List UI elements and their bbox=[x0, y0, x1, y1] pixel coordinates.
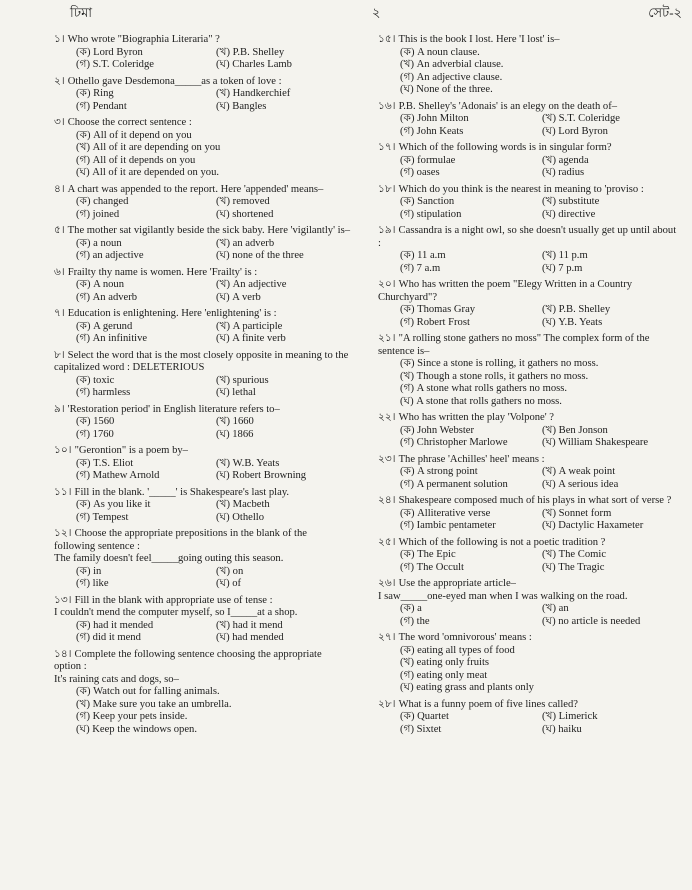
question-number: ১৬। bbox=[378, 100, 396, 112]
answer-option: (ঘ) Robert Browning bbox=[216, 470, 307, 481]
question-item bbox=[54, 649, 350, 737]
question-number: ১২। bbox=[54, 528, 72, 539]
question-stem bbox=[54, 267, 350, 280]
question-item bbox=[378, 279, 678, 329]
option-list bbox=[378, 113, 678, 138]
question-stem bbox=[378, 142, 678, 155]
question-text: A chart was appended to the report. Here 'appended' means– bbox=[67, 183, 324, 195]
answer-option: (ক) 1560 bbox=[76, 416, 115, 427]
question-text: Use the appropriate article– bbox=[398, 578, 516, 589]
question-text: Which of the following words is in singular form? bbox=[398, 142, 612, 153]
question-number: ৯। bbox=[54, 403, 65, 415]
answer-option: (খ) W.B. Yeats bbox=[216, 457, 280, 469]
question-text: Select the word that is the most closely opposite in meaning to the capitalized word : DELETERIOUS bbox=[54, 349, 349, 373]
answer-option: (ক) A noun clause. bbox=[400, 46, 480, 58]
answer-option: (খ) A weak point bbox=[542, 466, 616, 477]
question-item bbox=[378, 412, 678, 450]
question-number: ১৯। bbox=[378, 225, 396, 236]
question-number: ৭। bbox=[54, 308, 65, 319]
answer-option: (ক) John Milton bbox=[400, 113, 469, 124]
question-text: The mother sat vigilantly beside the sick baby. Here 'vigilantly' is– bbox=[67, 225, 350, 236]
right-column bbox=[378, 34, 678, 740]
question-stem bbox=[54, 528, 350, 553]
question-sentence: I couldn't mend the computer myself, so I_____at a shop. bbox=[54, 607, 298, 618]
question-text: Which do you think is the nearest in meaning to 'proviso : bbox=[398, 183, 644, 195]
question-stem bbox=[54, 350, 350, 375]
answer-option: (ক) eating all types of food bbox=[400, 644, 515, 656]
question-stem bbox=[54, 34, 350, 47]
question-number: ২৪। bbox=[378, 495, 396, 506]
answer-option: (ঘ) had mended bbox=[216, 632, 284, 643]
answer-option: (খ) an bbox=[542, 603, 569, 614]
question-text: What is a funny poem of five lines called? bbox=[398, 698, 579, 710]
left-column bbox=[54, 34, 350, 740]
answer-option: (গ) did it mend bbox=[76, 632, 141, 643]
question-item bbox=[378, 333, 678, 408]
answer-option: (খ) had it mend bbox=[216, 619, 283, 631]
question-item bbox=[54, 445, 350, 483]
option-list bbox=[378, 196, 678, 221]
answer-option: (ঘ) Y.B. Yeats bbox=[542, 316, 603, 328]
answer-option: (ক) a bbox=[400, 603, 422, 614]
question-number: ১১। bbox=[54, 486, 72, 498]
question-stem bbox=[54, 445, 350, 458]
answer-option: (খ) Though a stone rolls, it gathers no moss. bbox=[400, 370, 589, 382]
option-list bbox=[378, 645, 678, 695]
question-stem bbox=[54, 404, 350, 417]
question-stem bbox=[378, 279, 678, 304]
answer-option: (খ) P.B. Shelley bbox=[542, 304, 611, 315]
question-stem bbox=[378, 699, 678, 712]
question-number: ৪। bbox=[54, 183, 65, 195]
answer-option: (গ) the bbox=[400, 615, 430, 627]
answer-option: (ঘ) 1866 bbox=[216, 428, 254, 440]
answer-option: (ঘ) haiku bbox=[542, 723, 582, 735]
answer-option: (ক) The Epic bbox=[400, 549, 456, 560]
answer-option: (ঘ) Lord Byron bbox=[542, 125, 608, 137]
question-stem bbox=[378, 225, 678, 250]
answer-option: (ঘ) of bbox=[216, 578, 242, 589]
question-stem bbox=[378, 578, 678, 591]
answer-option: (গ) 7 a.m bbox=[400, 262, 441, 274]
question-item bbox=[54, 267, 350, 305]
option-list bbox=[378, 304, 678, 329]
answer-option: (খ) 1660 bbox=[216, 416, 254, 427]
question-item bbox=[54, 595, 350, 645]
answer-option: (গ) 1760 bbox=[76, 428, 114, 440]
option-list bbox=[54, 279, 350, 304]
answer-option: (ঘ) Othello bbox=[216, 511, 265, 523]
set-label: সেট-২ bbox=[648, 5, 682, 20]
option-list bbox=[54, 196, 350, 221]
answer-option: (ক) John Webster bbox=[400, 424, 475, 436]
question-stem bbox=[378, 184, 678, 197]
question-text: Fill in the blank. '_____' is Shakespeare's last play. bbox=[74, 486, 290, 498]
question-text: Who has written the play 'Volpone' ? bbox=[398, 412, 555, 423]
answer-option: (ঘ) eating grass and plants only bbox=[400, 682, 534, 693]
answer-option: (গ) Tempest bbox=[76, 511, 129, 523]
answer-option: (ঘ) A stone that rolls gathers no moss. bbox=[400, 395, 562, 407]
answer-option: (ক) A strong point bbox=[400, 466, 478, 477]
answer-option: (ঘ) radius bbox=[542, 167, 585, 178]
answer-option: (গ) Sixtet bbox=[400, 723, 442, 735]
answer-option: (ক) Since a stone is rolling, it gathers no moss. bbox=[400, 358, 599, 369]
option-list bbox=[378, 425, 678, 450]
question-text: Othello gave Desdemona_____as a token of love : bbox=[67, 75, 282, 87]
answer-option: (খ) Macbeth bbox=[216, 499, 270, 510]
option-list bbox=[54, 375, 350, 400]
answer-option: (ঘ) William Shakespeare bbox=[542, 437, 649, 448]
option-list bbox=[54, 130, 350, 180]
option-list bbox=[54, 566, 350, 591]
answer-option: (খ) Make sure you take an umbrella. bbox=[76, 698, 232, 710]
question-text: "Gerontion" is a poem by– bbox=[74, 445, 188, 456]
answer-option: (ক) formulae bbox=[400, 154, 456, 166]
question-item bbox=[378, 632, 678, 695]
question-number: ২৩। bbox=[378, 453, 396, 465]
answer-option: (খ) removed bbox=[216, 196, 270, 207]
answer-option: (ক) 11 a.m bbox=[400, 250, 446, 261]
answer-option: (ক) As you like it bbox=[76, 499, 151, 510]
answer-option: (খ) An adjective bbox=[216, 279, 287, 290]
answer-option: (ঘ) Bangles bbox=[216, 100, 267, 112]
answer-option: (ক) Lord Byron bbox=[76, 46, 143, 58]
answer-option: (খ) on bbox=[216, 565, 244, 577]
option-list bbox=[378, 250, 678, 275]
question-text: The phrase 'Achilles' heel' means : bbox=[398, 453, 545, 465]
option-list bbox=[54, 416, 350, 441]
option-list bbox=[54, 238, 350, 263]
question-number: ২২। bbox=[378, 412, 396, 423]
answer-option: (খ) Sonnet form bbox=[542, 507, 612, 519]
option-list bbox=[54, 321, 350, 346]
answer-option: (ঘ) A serious idea bbox=[542, 478, 619, 490]
answer-option: (ঘ) None of the three. bbox=[400, 84, 493, 95]
answer-option: (খ) Handkerchief bbox=[216, 88, 291, 99]
question-stem bbox=[54, 649, 350, 674]
answer-option: (খ) S.T. Coleridge bbox=[542, 113, 620, 124]
question-text: This is the book I lost. Here 'I lost' is– bbox=[398, 34, 560, 45]
question-number: ৫। bbox=[54, 225, 65, 236]
question-item bbox=[378, 537, 678, 575]
answer-option: (খ) The Comic bbox=[542, 549, 607, 560]
question-item bbox=[378, 578, 678, 628]
answer-option: (গ) Robert Frost bbox=[400, 316, 470, 328]
answer-option: (ক) Quartet bbox=[400, 711, 449, 722]
answer-option: (ঘ) A finite verb bbox=[216, 333, 286, 344]
option-list bbox=[54, 686, 350, 736]
answer-option: (খ) eating only fruits bbox=[400, 657, 490, 668]
answer-option: (খ) 11 p.m bbox=[542, 250, 588, 261]
answer-option: (ঘ) none of the three bbox=[216, 250, 304, 261]
question-number: ১৮। bbox=[378, 183, 396, 195]
question-item bbox=[54, 528, 350, 591]
answer-option: (ঘ) directive bbox=[542, 208, 596, 220]
answer-option: (ঘ) The Tragic bbox=[542, 561, 605, 573]
question-stem bbox=[54, 184, 350, 197]
answer-option: (গ) eating only meat bbox=[400, 669, 488, 681]
question-text: Complete the following sentence choosing the appropriate option : bbox=[54, 648, 322, 672]
answer-option: (গ) Pendant bbox=[76, 100, 127, 112]
question-number: ২০। bbox=[378, 279, 396, 290]
answer-option: (ক) A gerund bbox=[76, 320, 133, 332]
answer-option: (ক) a noun bbox=[76, 237, 122, 249]
question-text: Who wrote "Biographia Literaria" ? bbox=[67, 34, 220, 45]
answer-option: (গ) oases bbox=[400, 167, 440, 178]
question-item bbox=[378, 699, 678, 737]
question-stem bbox=[54, 76, 350, 89]
answer-option: (খ) All of it are depending on you bbox=[76, 142, 221, 153]
answer-option: (গ) Mathew Arnold bbox=[76, 470, 160, 481]
question-stem bbox=[378, 454, 678, 467]
question-item bbox=[54, 184, 350, 222]
answer-option: (গ) All of it depends on you bbox=[76, 154, 196, 166]
answer-option: (গ) An adjective clause. bbox=[400, 71, 503, 83]
question-stem bbox=[378, 34, 678, 47]
answer-option: (খ) An adverbial clause. bbox=[400, 59, 504, 70]
question-number: ৬। bbox=[54, 266, 65, 278]
question-text: P.B. Shelley's 'Adonais' is an elegy on the death of– bbox=[398, 100, 618, 112]
answer-option: (গ) joined bbox=[76, 208, 120, 220]
question-item bbox=[378, 142, 678, 180]
option-list bbox=[54, 88, 350, 113]
answer-option: (খ) A participle bbox=[216, 320, 283, 332]
answer-option: (ঘ) Charles Lamb bbox=[216, 59, 292, 70]
answer-option: (ক) Sanction bbox=[400, 196, 455, 207]
question-item bbox=[54, 350, 350, 400]
answer-option: (গ) an adjective bbox=[76, 250, 144, 261]
question-number: ২১। bbox=[378, 333, 396, 344]
option-list bbox=[378, 508, 678, 533]
question-item bbox=[54, 117, 350, 180]
question-number: ১৪। bbox=[54, 648, 72, 660]
answer-option: (গ) stipulation bbox=[400, 208, 462, 220]
option-list bbox=[54, 458, 350, 483]
question-item bbox=[378, 454, 678, 492]
answer-option: (গ) An adverb bbox=[76, 291, 138, 303]
question-text: Fill in the blank with appropriate use of tense : bbox=[74, 594, 273, 606]
question-text: The word 'omnivorous' means : bbox=[398, 632, 532, 643]
question-text: 'Restoration period' in English literature refers to– bbox=[67, 403, 280, 415]
answer-option: (গ) The Occult bbox=[400, 561, 465, 573]
question-number: ২৮। bbox=[378, 698, 396, 710]
answer-option: (ক) Watch out for falling animals. bbox=[76, 686, 220, 697]
answer-option: (ক) had it mended bbox=[76, 619, 154, 631]
answer-option: (ঘ) All of it are depended on you. bbox=[76, 167, 220, 178]
answer-option: (গ) A stone what rolls gathers no moss. bbox=[400, 383, 568, 394]
question-number: ৮। bbox=[54, 349, 65, 361]
question-item bbox=[54, 34, 350, 72]
question-sentence: It's raining cats and dogs, so– bbox=[54, 673, 179, 685]
answer-option: (ঘ) Keep the windows open. bbox=[76, 723, 197, 735]
question-stem bbox=[378, 537, 678, 550]
question-number: ১৭। bbox=[378, 142, 396, 153]
option-list bbox=[54, 620, 350, 645]
question-text: Who has written the poem "Elegy Written in a Country Churchyard"? bbox=[378, 279, 633, 303]
option-list bbox=[378, 358, 678, 408]
answer-option: (ঘ) no article is needed bbox=[542, 615, 641, 627]
question-number: ১৩। bbox=[54, 594, 72, 606]
question-item bbox=[54, 76, 350, 114]
page-number: ২ bbox=[372, 5, 381, 20]
answer-option: (ক) Thomas Gray bbox=[400, 304, 476, 315]
question-text: Choose the appropriate prepositions in the blank of the following sentence : bbox=[54, 528, 307, 552]
answer-option: (ক) All of it depend on you bbox=[76, 129, 192, 141]
answer-option: (ঘ) lethal bbox=[216, 387, 256, 398]
answer-option: (ঘ) 7 p.m bbox=[542, 262, 583, 274]
answer-option: (খ) substitute bbox=[542, 196, 600, 207]
question-text: Education is enlightening. Here 'enlightening' is : bbox=[67, 308, 277, 319]
question-number: ১৫। bbox=[378, 34, 396, 45]
answer-option: (ক) Ring bbox=[76, 88, 114, 99]
question-stem bbox=[378, 333, 678, 358]
question-number: ২৭। bbox=[378, 632, 396, 643]
question-text: Choose the correct sentence : bbox=[67, 117, 192, 128]
option-list bbox=[378, 711, 678, 736]
answer-option: (গ) An infinitive bbox=[76, 333, 148, 344]
question-item bbox=[378, 495, 678, 533]
answer-option: (গ) like bbox=[76, 578, 109, 589]
question-item bbox=[378, 101, 678, 139]
answer-option: (ঘ) A verb bbox=[216, 291, 261, 303]
question-stem bbox=[378, 632, 678, 645]
question-item bbox=[54, 225, 350, 263]
question-item bbox=[54, 308, 350, 346]
answer-option: (খ) spurious bbox=[216, 374, 269, 386]
answer-option: (খ) an adverb bbox=[216, 237, 275, 249]
question-text: Which of the following is not a poetic tradition ? bbox=[398, 536, 606, 548]
answer-option: (খ) Limerick bbox=[542, 711, 598, 722]
answer-option: (গ) Iambic pentameter bbox=[400, 520, 496, 531]
question-sentence: The family doesn't feel_____going outing this season. bbox=[54, 553, 284, 564]
answer-option: (ক) changed bbox=[76, 196, 129, 207]
question-number: ১০। bbox=[54, 445, 72, 456]
question-text: Cassandra is a night owl, so she doesn't usually get up until about : bbox=[378, 225, 677, 249]
question-stem bbox=[378, 412, 678, 425]
question-stem bbox=[54, 487, 350, 500]
option-list bbox=[378, 603, 678, 628]
answer-option: (ক) A noun bbox=[76, 279, 125, 290]
question-item bbox=[378, 184, 678, 222]
question-item bbox=[378, 225, 678, 275]
question-text: "A rolling stone gathers no moss" The complex form of the sentence is– bbox=[378, 333, 650, 357]
question-item bbox=[54, 404, 350, 442]
option-list bbox=[54, 47, 350, 72]
question-stem bbox=[54, 308, 350, 321]
option-list bbox=[54, 499, 350, 524]
question-text: Frailty thy name is women. Here 'Frailty' is : bbox=[67, 266, 258, 278]
answer-option: (ক) in bbox=[76, 565, 102, 577]
option-list bbox=[378, 466, 678, 491]
question-stem bbox=[54, 595, 350, 608]
answer-option: (গ) John Keats bbox=[400, 125, 464, 137]
answer-option: (ঘ) Dactylic Haxameter bbox=[542, 520, 644, 531]
question-number: ২। bbox=[54, 75, 65, 87]
answer-option: (খ) P.B. Shelley bbox=[216, 46, 285, 58]
answer-option: (ঘ) shortened bbox=[216, 208, 274, 220]
answer-option: (খ) agenda bbox=[542, 154, 589, 166]
answer-option: (গ) Keep your pets inside. bbox=[76, 711, 188, 722]
question-stem bbox=[378, 101, 678, 114]
answer-option: (ক) T.S. Eliot bbox=[76, 457, 134, 469]
answer-option: (গ) S.T. Coleridge bbox=[76, 59, 154, 70]
answer-option: (ক) toxic bbox=[76, 374, 115, 386]
answer-option: (খ) Ben Jonson bbox=[542, 424, 608, 436]
header-left: ঢিমা bbox=[70, 5, 93, 20]
option-list bbox=[378, 549, 678, 574]
question-stem bbox=[54, 117, 350, 130]
question-sentence: I saw_____one-eyed man when I was walking on the road. bbox=[378, 590, 628, 602]
answer-option: (গ) A permanent solution bbox=[400, 478, 508, 490]
question-number: ১। bbox=[54, 34, 65, 45]
answer-option: (গ) Christopher Marlowe bbox=[400, 437, 508, 448]
question-text: Shakespeare composed much of his plays in what sort of verse ? bbox=[398, 495, 672, 506]
question-item bbox=[54, 487, 350, 525]
question-number: ৩। bbox=[54, 117, 65, 128]
question-stem bbox=[378, 495, 678, 508]
option-list bbox=[378, 155, 678, 180]
answer-option: (ক) Alliterative verse bbox=[400, 507, 491, 519]
question-number: ২৫। bbox=[378, 536, 396, 548]
question-stem bbox=[54, 225, 350, 238]
option-list bbox=[378, 47, 678, 97]
question-item bbox=[378, 34, 678, 97]
question-number: ২৬। bbox=[378, 578, 396, 589]
answer-option: (গ) harmless bbox=[76, 387, 131, 398]
